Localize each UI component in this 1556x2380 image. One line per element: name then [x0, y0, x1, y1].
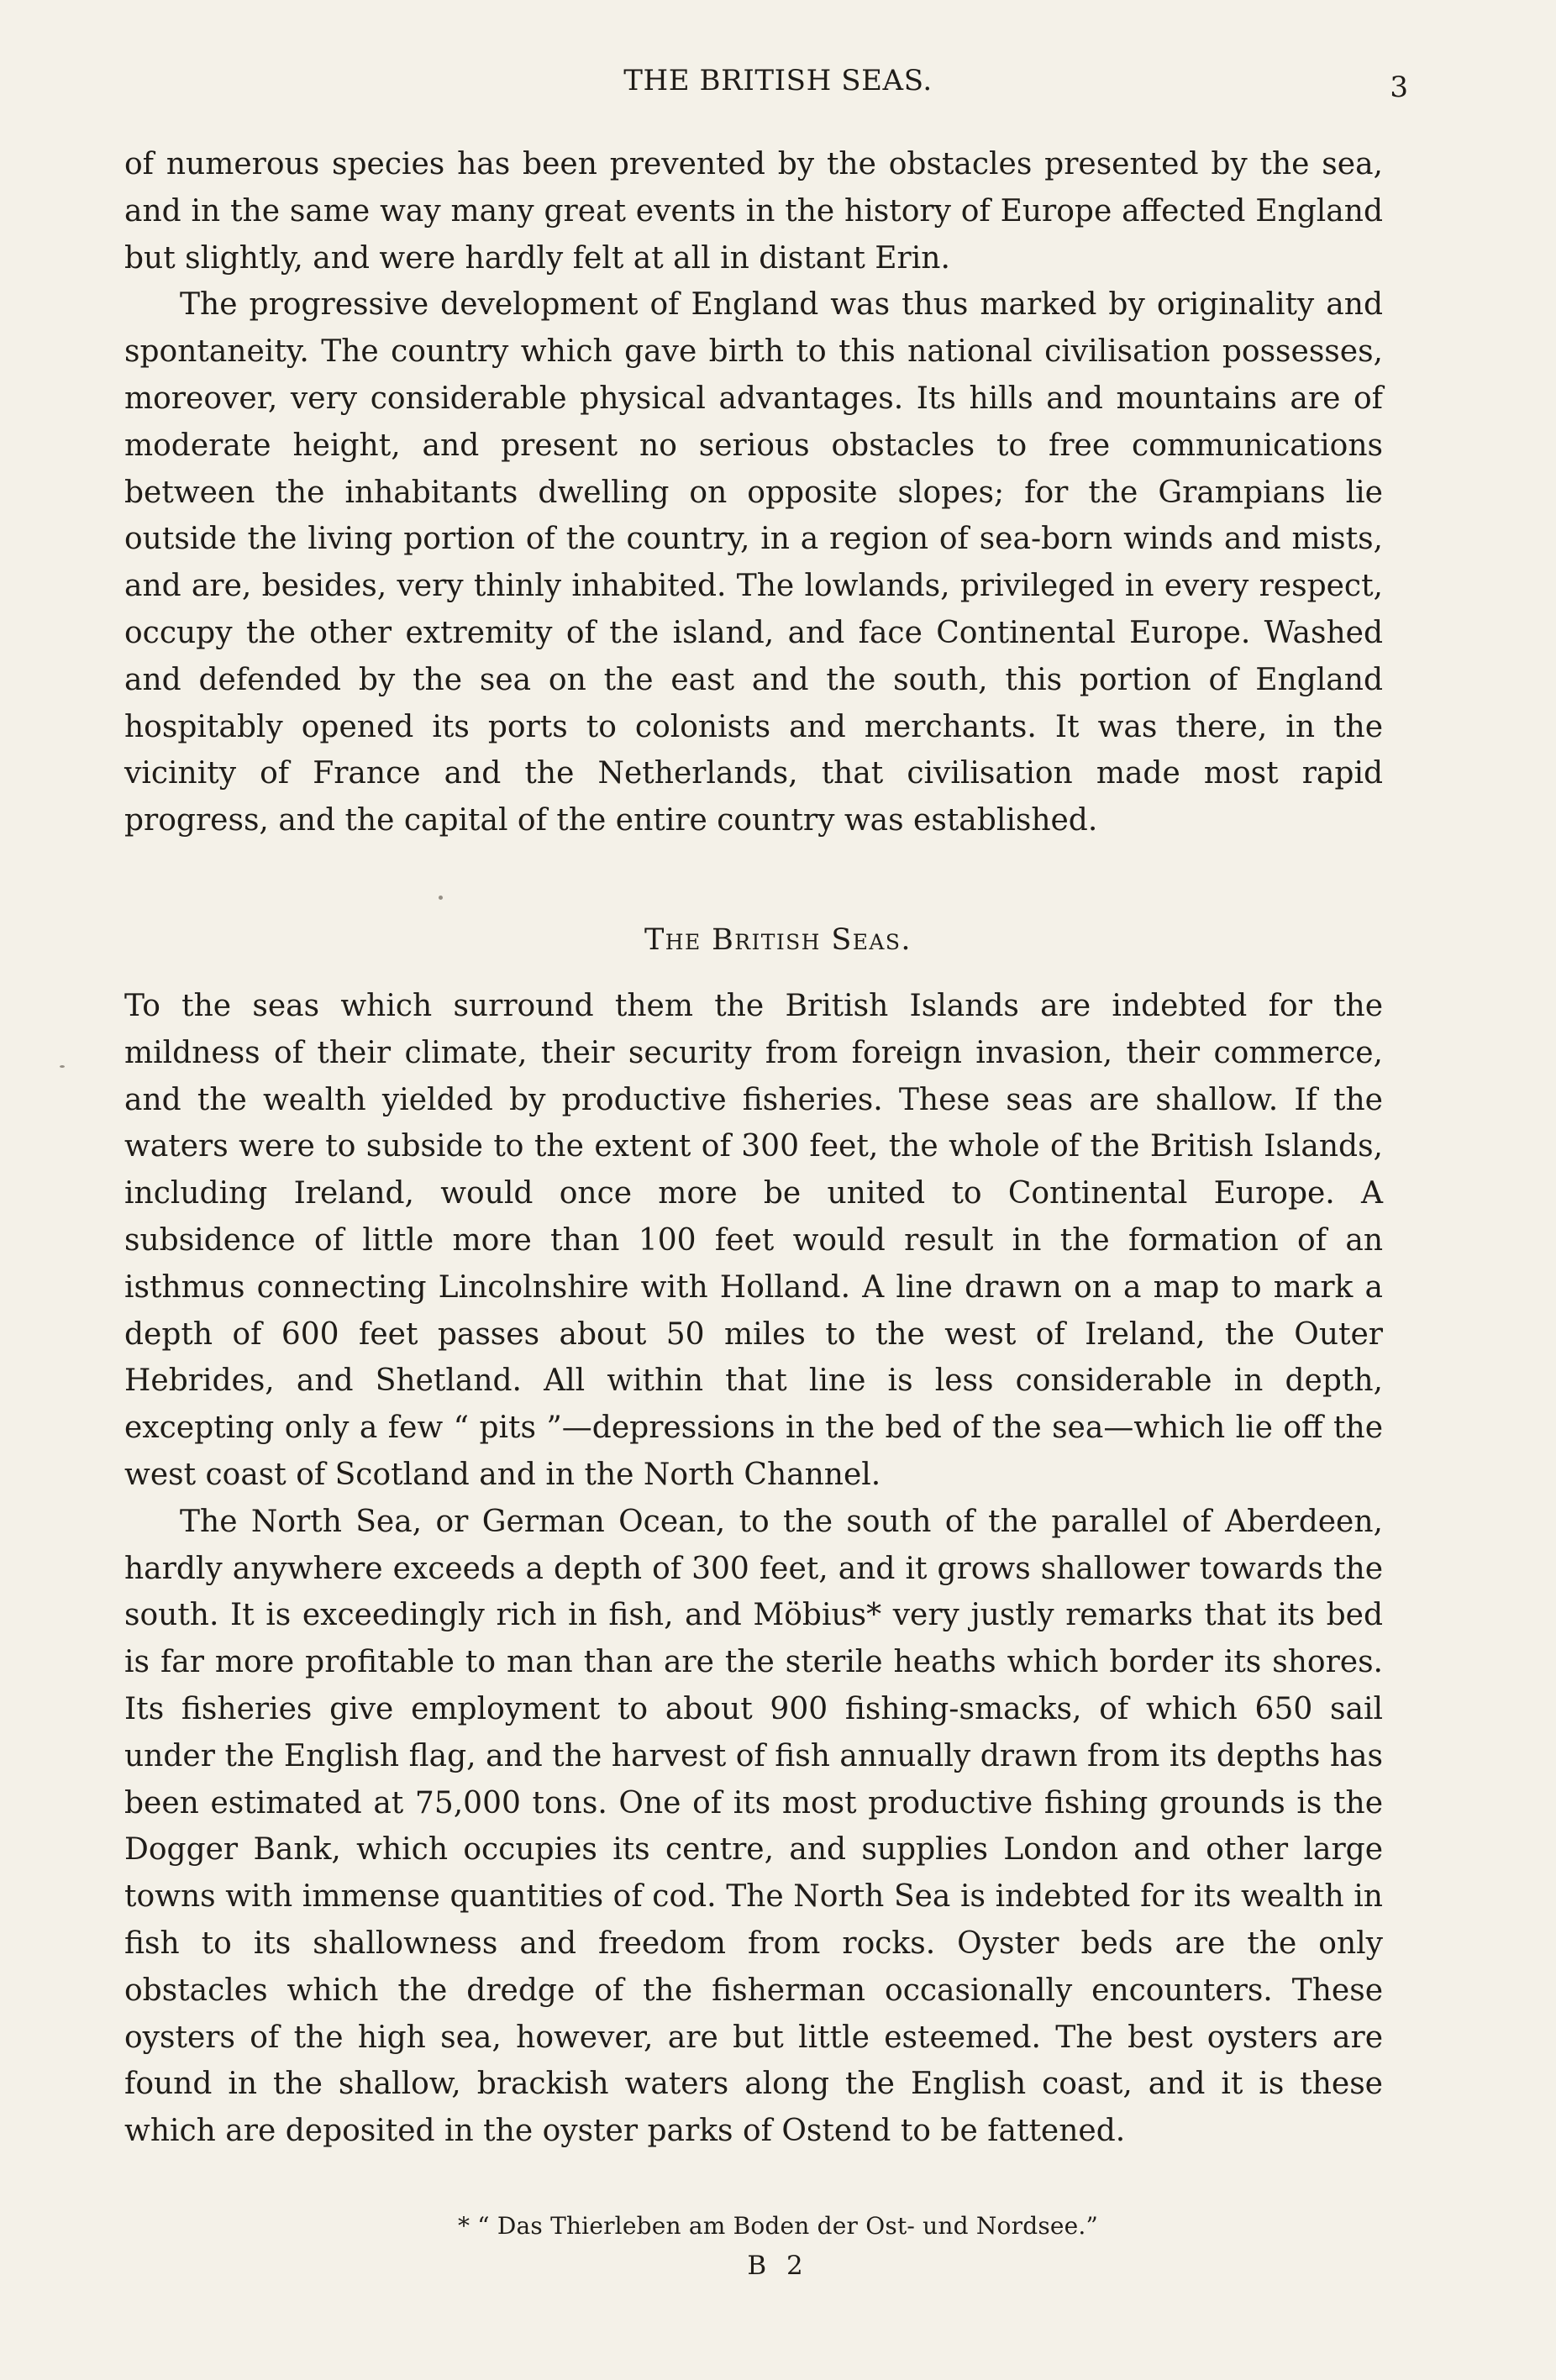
footnote: * “ Das Thierleben am Boden der Ost- und Nordsee.” — [457, 2212, 1099, 2240]
section-text-block — [124, 983, 1383, 2155]
running-title: THE BRITISH SEAS. — [623, 64, 933, 97]
opening-text-block — [124, 141, 1383, 844]
signature-mark: B 2 — [747, 2251, 809, 2281]
print-speck — [60, 1065, 65, 1068]
paragraph-continuation: of numerous species has been prevented by the obstacles presented by the sea, and in the same way many great events in the history of Europe affected England but slightly, and were hardly felt at all in distant Erin. — [124, 147, 1383, 276]
paragraph: The North Sea, or German Ocean, to the south of the parallel of Aberdeen, hardly anywhere exceeds a depth of 300 feet, and it grows shallower towards the south. It is exceedingly rich in fish, and Möbius* very justly remarks that its bed is far more profitable to man than are the sterile heaths which border its shores. Its fisheries give employment to about 900 fishing-smacks, of which 650 sail under the English flag, and the harvest of fish annually drawn from its depths has been estimated at 75,000 tons. One of its most productive fishing grounds is the Dogger Bank, which occupies its centre, and supplies London and other large towns with immense quantities of cod. The North Sea is indebted for its wealth in fish to its shallowness and freedom from rocks. Oyster beds are the only obstacles which the dredge of the fisherman occasionally encounters. These oysters of the high sea, however, are but little esteemed. The best oysters are found in the shallow, brackish waters along the English coast, and it is these which are deposited in the oyster parks of Ostend to be fattened. — [124, 1504, 1383, 2149]
print-speck — [439, 896, 443, 900]
paragraph: To the seas which surround them the British Islands are indebted for the mildness of their climate, their security from foreign invasion, their commerce, and the wealth yielded by productive fisheries. These seas are shallow. If the waters were to subside to the extent of 300 feet, the whole of the British Islands, including Ireland, would once more be united to Continental Europe. A subsidence of little more than 100 feet would result in the formation of an isthmus connecting Lincolnshire with Holland. A line drawn on a map to mark a depth of 600 feet passes about 50 miles to the west of Ireland, the Outer Hebrides, and Shetland. All within that line is less considerable in depth, excepting only a few “ pits ”—depressions in the bed of the sea—which lie off the west coast of Scotland and in the North Channel. — [124, 989, 1383, 1492]
section-heading: The British Seas. — [644, 923, 912, 957]
running-head — [0, 60, 1556, 104]
page-number: 3 — [1390, 71, 1408, 104]
paragraph: The progressive development of England was thus marked by originality and spontaneity. The country which gave birth to this national civilisation possesses, moreover, very considerable physical advantages. Its hills and mountains are of moderate height, and present no serious obstacles to free communications between the inhabitants dwelling on opposite slopes; for the Grampians lie outside the living portion of the country, in a region of sea-born winds and mists, and are, besides, very thinly inhabited. The lowlands, privileged in every respect, occupy the other extremity of the island, and face Continental Europe. Washed and defended by the sea on the east and the south, this portion of England hospitably opened its ports to colonists and merchants. It was there, in the vicinity of France and the Netherlands, that civilisation made most rapid progress, and the capital of the entire country was established. — [124, 287, 1383, 838]
